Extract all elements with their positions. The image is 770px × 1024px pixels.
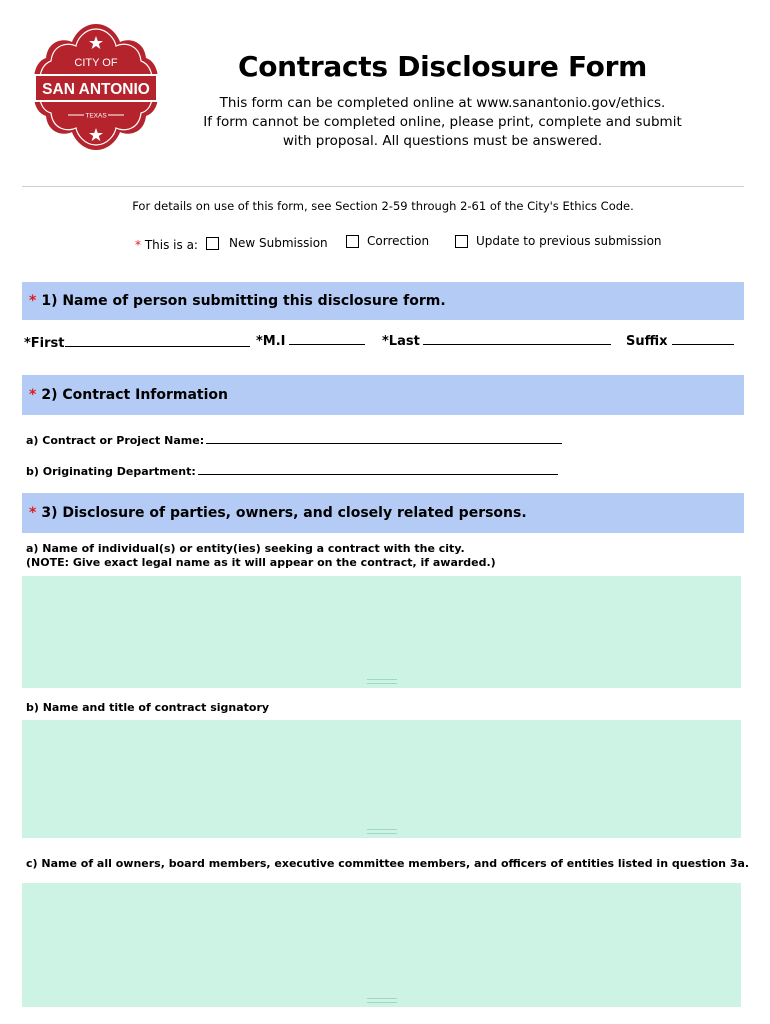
middle-initial-field[interactable] (256, 334, 365, 349)
ethics-code-details: For details on use of this form, see Section 2-59 through 2-61 of the City's Ethics Code. (132, 199, 634, 213)
department-label: b) Originating Department: (26, 465, 196, 478)
first-name-input-line[interactable] (65, 336, 250, 347)
submission-type-text: This is a: (144, 238, 198, 252)
last-name-field[interactable] (382, 334, 611, 349)
contract-name-input-line[interactable] (206, 433, 562, 444)
checkbox-correction[interactable] (346, 235, 359, 248)
department-input-line[interactable] (198, 464, 558, 475)
checkbox-update[interactable] (455, 235, 468, 248)
header-divider (22, 186, 744, 187)
resize-grip[interactable] (367, 829, 397, 834)
form-title: Contracts Disclosure Form (237, 50, 647, 83)
suffix-field[interactable] (626, 334, 734, 349)
instructions-line-1: This form can be completed online at www.sanantonio.gov/ethics. (219, 95, 666, 111)
section-3-header (22, 493, 744, 533)
logo-city-of: CITY OF (74, 57, 118, 69)
entities-textarea[interactable] (22, 576, 741, 688)
instructions-line-2: If form cannot be completed online, please print, complete and submit (203, 114, 682, 130)
first-name-label: *First (24, 336, 65, 351)
option-update[interactable] (455, 234, 662, 248)
question-3b-label: b) Name and title of contract signatory (26, 701, 270, 714)
question-3a-line-1: a) Name of individual(s) or entity(ies) seeking a contract with the city. (26, 542, 465, 555)
logo-city-name: SAN ANTONIO (42, 81, 150, 98)
owners-textarea[interactable] (22, 883, 741, 1007)
department-field[interactable] (26, 464, 558, 478)
required-mark: * (135, 238, 141, 252)
form-instructions (160, 94, 725, 151)
option-correction-label: Correction (367, 234, 430, 248)
option-new-submission-label: New Submission (229, 236, 328, 250)
checkbox-new-submission[interactable] (206, 237, 219, 250)
city-seal-logo (32, 22, 160, 152)
last-name-label: *Last (382, 334, 420, 349)
middle-initial-label: *M.I (256, 334, 286, 349)
last-name-input-line[interactable] (423, 334, 611, 345)
section-1-header (22, 282, 744, 320)
signatory-textarea[interactable] (22, 720, 741, 838)
section-2-title: 2) Contract Information (41, 387, 229, 403)
resize-grip[interactable] (367, 679, 397, 684)
option-update-label: Update to previous submission (476, 234, 662, 248)
question-3a-note: (NOTE: Give exact legal name as it will appear on the contract, if awarded.) (26, 556, 496, 569)
suffix-label: Suffix (626, 334, 668, 349)
option-new-submission[interactable] (206, 236, 328, 250)
logo-state: TEXAS (85, 112, 107, 120)
contract-name-label: a) Contract or Project Name: (26, 434, 205, 447)
section-2-header (22, 375, 744, 415)
required-mark: * (29, 293, 37, 309)
question-3c-label: c) Name of all owners, board members, executive committee members, and officers of entities listed in question 3a. (26, 857, 750, 870)
option-correction[interactable] (346, 234, 429, 248)
required-mark: * (29, 387, 37, 403)
question-3a-label (26, 542, 496, 570)
required-mark: * (29, 505, 37, 521)
submission-type-label (135, 238, 198, 252)
middle-initial-input-line[interactable] (289, 334, 365, 345)
resize-grip[interactable] (367, 998, 397, 1003)
section-1-title: 1) Name of person submitting this disclosure form. (41, 293, 446, 309)
contract-name-field[interactable] (26, 433, 562, 447)
suffix-input-line[interactable] (672, 334, 734, 345)
section-3-title: 3) Disclosure of parties, owners, and closely related persons. (41, 505, 527, 521)
instructions-line-3: with proposal. All questions must be answered. (282, 133, 603, 149)
first-name-field[interactable] (24, 336, 250, 351)
